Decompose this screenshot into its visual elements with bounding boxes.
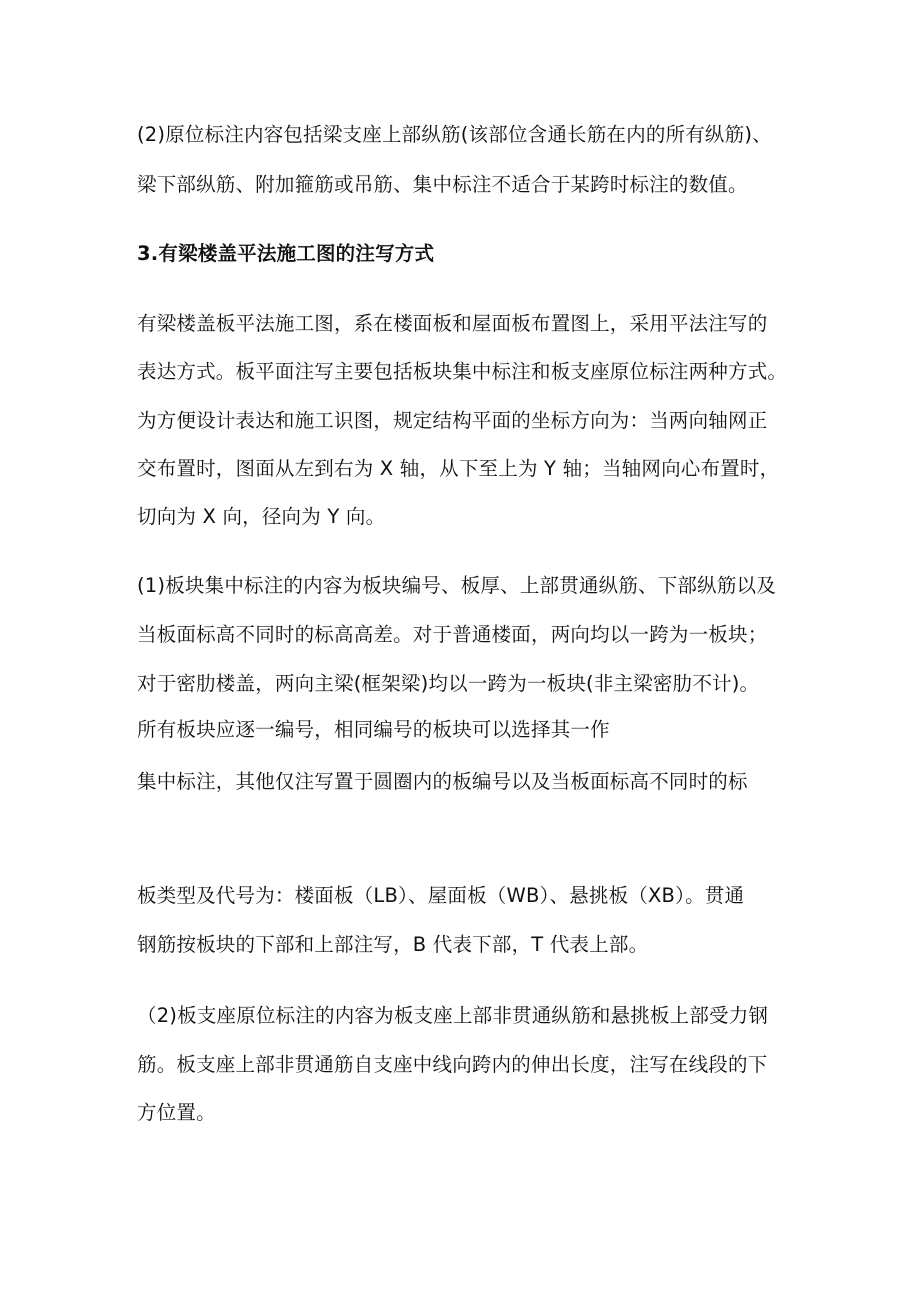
paragraph-line: 筋。板支座上部非贯通筋自支座中线向跨内的伸出长度，注写在线段的下 — [137, 1053, 768, 1076]
paragraph-line: (1)板块集中标注的内容为板块编号、板厚、上部贯通纵筋、下部纵筋以及 — [137, 574, 776, 597]
paragraph-line: （2)板支座原位标注的内容为板支座上部非贯通纵筋和悬挑板上部受力钢 — [137, 1004, 769, 1027]
paragraph-line: 方位置。 — [137, 1101, 216, 1124]
paragraph-line: 梁下部纵筋、附加箍筋或吊筋、集中标注不适合于某跨时标注的数值。 — [137, 173, 748, 196]
paragraph-line: 对于密肋楼盖，两向主梁(框架梁)均以一跨为一板块(非主梁密肋不计)。 — [137, 672, 760, 695]
paragraph-line: 当板面标高不同时的标高高差。对于普通楼面，两向均以一跨为一板块； — [137, 623, 768, 646]
paragraph-line: 集中标注，其他仅注写置于圆圈内的板编号以及当板面标高不同时的标 — [137, 770, 748, 793]
paragraph-line: 切向为 X 向，径向为 Y 向。 — [137, 505, 386, 528]
paragraph-line: (2)原位标注内容包括梁支座上部纵筋(该部位含通长筋在内的所有纵筋)、 — [137, 123, 772, 146]
paragraph-line: 所有板块应逐一编号，相同编号的板块可以选择其一作 — [137, 718, 610, 741]
section-heading: 3.有梁楼盖平法施工图的注写方式 — [137, 242, 435, 265]
paragraph-line: 有梁楼盖板平法施工图，系在楼面板和屋面板布置图上，采用平法注写的 — [137, 312, 768, 335]
paragraph-line: 钢筋按板块的下部和上部注写，B 代表下部，T 代表上部。 — [137, 933, 649, 956]
paragraph-line: 交布置时，图面从左到右为 X 轴，从下至上为 Y 轴；当轴网向心布置时， — [137, 457, 780, 480]
paragraph-line: 为方便设计表达和施工识图，规定结构平面的坐标方向为：当两向轴网正 — [137, 409, 768, 432]
paragraph-line: 板类型及代号为：楼面板（LB）、屋面板（WB）、悬挑板（XB）。贯通 — [137, 884, 745, 907]
paragraph-line: 表达方式。板平面注写主要包括板块集中标注和板支座原位标注两种方式。 — [137, 360, 788, 383]
